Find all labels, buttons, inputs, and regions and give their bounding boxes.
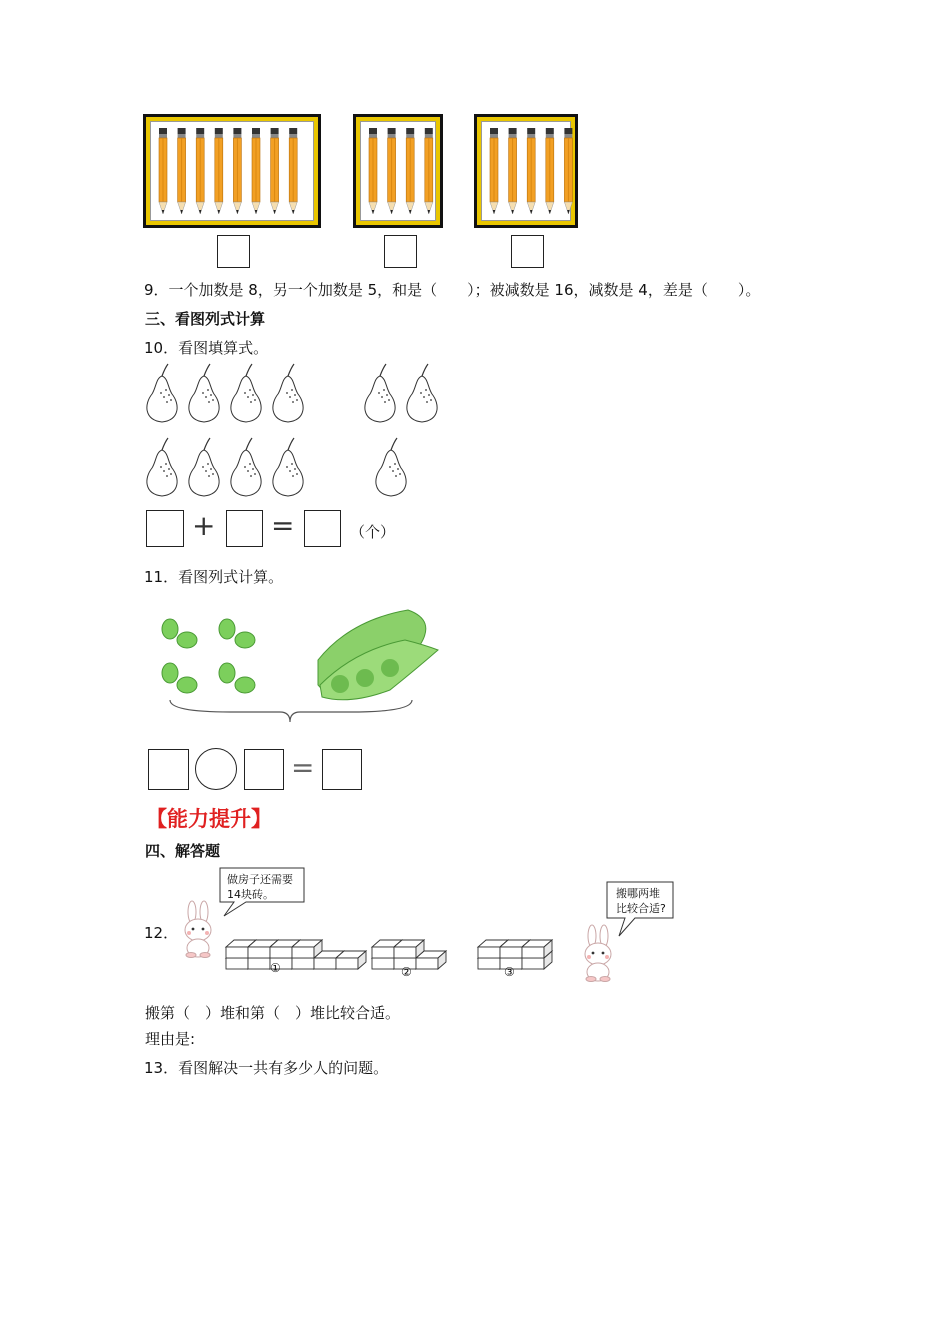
pencil-icon <box>388 128 396 214</box>
pear-icon <box>231 438 261 496</box>
q10-box-2[interactable] <box>226 510 263 547</box>
pencil-icon <box>196 128 204 214</box>
pencil-icon <box>271 128 279 214</box>
bubble-2-line-2: 比较合适? <box>616 902 666 915</box>
pencil-icon <box>178 128 186 214</box>
pencils-4-image <box>361 122 439 224</box>
plus-sign: + <box>192 509 216 542</box>
pear-icon <box>273 364 303 422</box>
pencil-icon <box>564 128 572 214</box>
section-4-title: 四、解答题 <box>145 842 221 860</box>
pile-label-2: ② <box>401 965 412 979</box>
pencil-icon <box>252 128 260 214</box>
pencil-icon <box>215 128 223 214</box>
pencil-icon <box>425 128 433 214</box>
pear-icon <box>376 438 406 496</box>
pencil-icon <box>490 128 498 214</box>
unit-label: （个） <box>350 523 396 541</box>
pile-label-1: ① <box>270 961 281 975</box>
pencils-8-image <box>151 122 317 224</box>
pear-icon <box>231 364 261 422</box>
q10-box-1[interactable] <box>146 510 184 547</box>
pencil-icon <box>406 128 414 214</box>
pencil-box-8 <box>143 114 321 228</box>
pencil-icon <box>289 128 297 214</box>
rabbit-1 <box>178 900 218 958</box>
pear-icon <box>365 364 395 422</box>
q12-answer: 搬第（ ）堆和第（ ）堆比较合适。 <box>145 1004 401 1022</box>
pencils-5-image <box>482 122 574 224</box>
answer-box-2[interactable] <box>384 235 417 268</box>
pencil-icon <box>369 128 377 214</box>
section-3-title: 三、看图列式计算 <box>145 310 266 328</box>
brick-icon <box>336 951 366 969</box>
bubble-2-line-1: 搬哪两堆 <box>616 887 660 900</box>
brick-icon <box>394 940 424 958</box>
pear-icon <box>147 364 177 422</box>
pencil-icon <box>159 128 167 214</box>
equals-sign: = <box>271 509 295 542</box>
q11-box-3[interactable] <box>322 749 362 790</box>
pencil-icon <box>233 128 241 214</box>
bubble-1-line-1: 做房子还需要 <box>227 873 293 886</box>
pencil-icon <box>509 128 517 214</box>
q11-box-1[interactable] <box>148 749 189 790</box>
peas-image <box>150 600 450 730</box>
answer-box-1[interactable] <box>217 235 250 268</box>
q11-box-2[interactable] <box>244 749 284 790</box>
brick-icon <box>522 940 552 958</box>
brick-icon <box>292 940 322 958</box>
rabbit-icon <box>585 925 611 982</box>
pencil-icon <box>546 128 554 214</box>
operator-circle[interactable] <box>195 748 237 790</box>
answer-box-3[interactable] <box>511 235 544 268</box>
pile-label-3: ③ <box>504 965 515 979</box>
question-9: 9．一个加数是 8，另一个加数是 5，和是（ ）；被减数是 16，减数是 4，差是（ ）。 <box>144 281 761 299</box>
question-10: 10．看图填算式。 <box>144 339 269 357</box>
q12-reason: 理由是: <box>145 1030 196 1048</box>
pencil-icon <box>527 128 535 214</box>
pencil-box-4 <box>353 114 443 228</box>
pears-image <box>140 362 460 502</box>
pear-icon <box>189 364 219 422</box>
rabbit-2 <box>578 924 618 982</box>
pear-icon <box>147 438 177 496</box>
ability-title: 【能力提升】 <box>146 807 272 831</box>
rabbit-icon <box>185 901 211 958</box>
question-11: 11．看图列式计算。 <box>144 568 284 586</box>
q11-equals-sign: = <box>291 751 315 784</box>
pencil-box-5 <box>474 114 578 228</box>
question-12-number: 12． <box>144 924 179 942</box>
pear-icon <box>189 438 219 496</box>
q10-box-3[interactable] <box>304 510 341 547</box>
question-13: 13．看图解决一共有多少人的问题。 <box>144 1059 389 1077</box>
bubble-1-line-2: 14块砖。 <box>227 888 274 901</box>
pear-icon <box>407 364 437 422</box>
pear-icon <box>273 438 303 496</box>
